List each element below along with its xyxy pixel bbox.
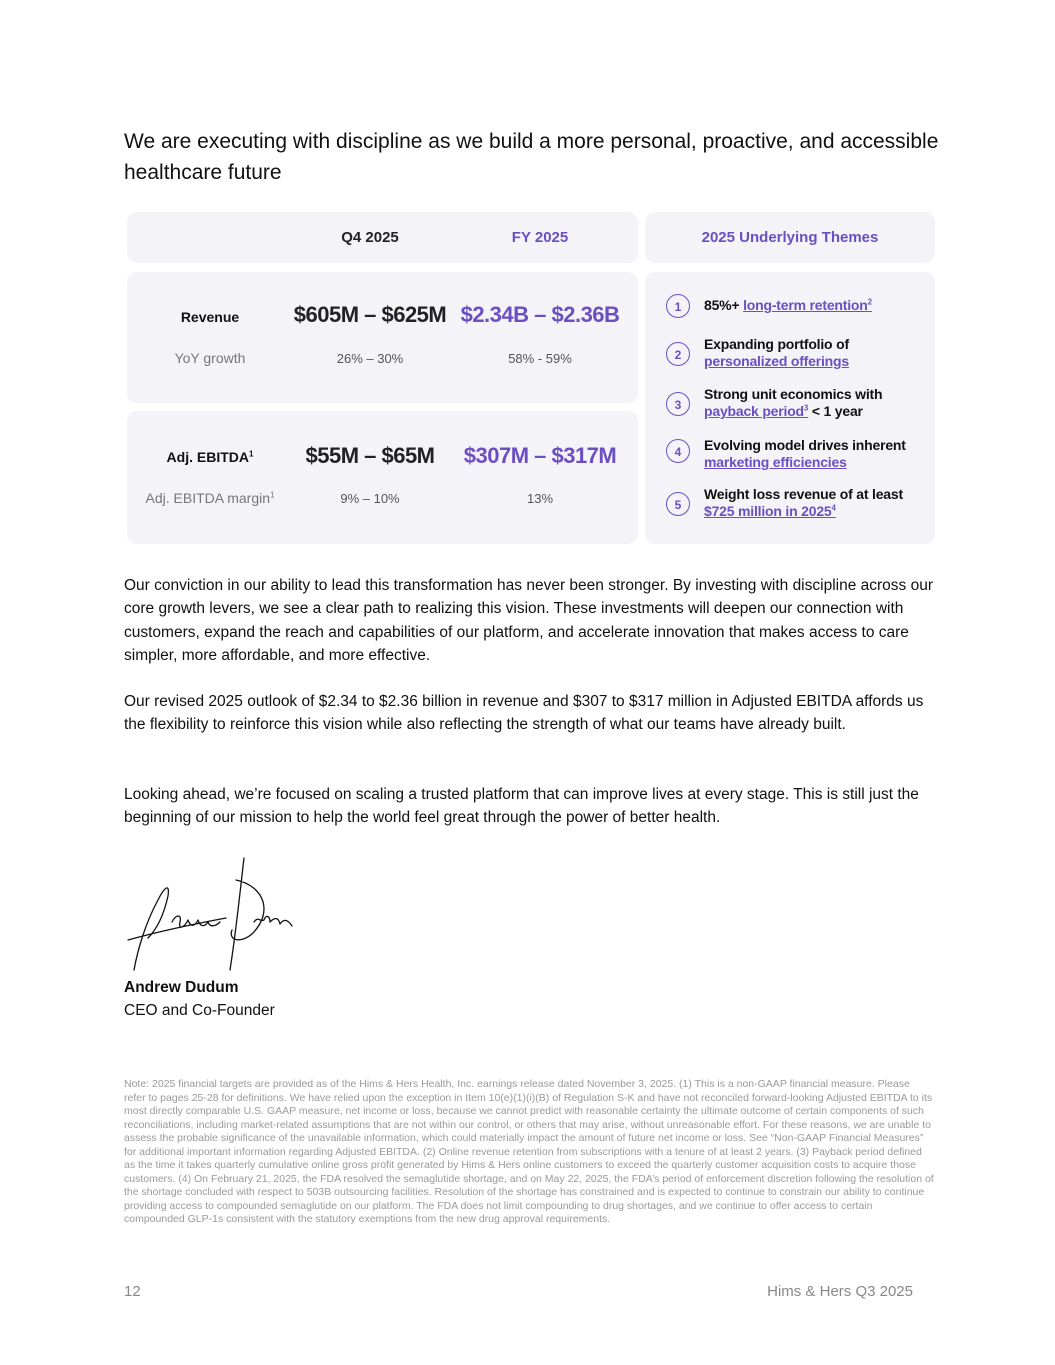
yoy-growth-q4: 26% – 30% xyxy=(336,351,404,366)
col-header-fy: FY 2025 xyxy=(511,229,569,246)
ebitda-margin-q4: 9% – 10% xyxy=(340,491,400,506)
theme-text: Evolving model drives inherent marketing efficiencies xyxy=(704,437,906,470)
themes-title: 2025 Underlying Themes xyxy=(701,229,879,246)
page-number: 12 xyxy=(124,1283,141,1300)
number-2-icon: 2 xyxy=(666,342,690,366)
document-title: Hims & Hers Q3 2025 xyxy=(767,1283,913,1300)
theme-text: 85%+ long-term retention$^2$ xyxy=(704,297,872,313)
ebitda-card xyxy=(127,411,638,544)
theme-link[interactable]: payback period$^3$ xyxy=(704,403,809,419)
theme-link[interactable]: long-term retention$^2$ xyxy=(743,297,872,313)
yoy-growth-label: YoY growth xyxy=(174,350,246,366)
number-5-icon: 5 xyxy=(666,492,690,516)
theme-text: Weight loss revenue of at least $725 million in 2025$^4$ xyxy=(704,486,903,519)
ebitda-fy-value: $307M – $317M xyxy=(463,443,617,468)
body-paragraph: Looking ahead, we’re focused on scaling a trusted platform that can improve lives at every stage. This is still just the beginning of our mission to help the world feel great through the power of better health. xyxy=(124,786,919,827)
body-paragraph: Our conviction in our ability to lead this transformation has never been stronger. By investing with discipline across our core growth levers, we see a clear path to realizing this vision. These investments will deepen our connection with customers, expand the reach and capabilities of our platform, and accelerate innovation that makes access to care simpler, more affordable, and more effective. xyxy=(124,577,933,664)
col-header-q4: Q4 2025 xyxy=(341,229,399,246)
theme-text: Strong unit economics with payback period$^3$ < 1 year xyxy=(704,386,883,419)
ebitda-margin-label: Adj. EBITDA margin$^1$ xyxy=(145,490,275,506)
revenue-card xyxy=(127,272,638,403)
revenue-q4-value: $605M – $625M xyxy=(293,302,447,327)
page-heading: We are executing with discipline as we build a more personal, proactive, and accessible healthcare future xyxy=(124,130,939,184)
theme-link[interactable]: $725 million in 2025$^4$ xyxy=(704,503,836,519)
number-1-icon: 1 xyxy=(666,294,690,318)
signer-name: Andrew Dudum xyxy=(124,979,239,996)
number-4-icon: 4 xyxy=(666,439,690,463)
yoy-growth-fy: 58% - 59% xyxy=(508,351,572,366)
body-paragraph: Our revised 2025 outlook of $2.34 to $2.36 billion in revenue and $307 to $317 million in Adjusted EBITDA affords us the flexibility to reinforce this vision while also reflecting the strength of what our teams have already built. xyxy=(124,693,924,734)
theme-text: Expanding portfolio of personalized offerings xyxy=(704,336,849,369)
theme-link[interactable]: personalized offerings xyxy=(704,353,849,369)
ebitda-q4-value: $55M – $65M xyxy=(305,443,435,468)
ebitda-margin-fy: 13% xyxy=(526,491,554,506)
revenue-fy-value: $2.34B – $2.36B xyxy=(460,302,620,327)
number-3-icon: 3 xyxy=(666,392,690,416)
ebitda-label: Adj. EBITDA$^1$ xyxy=(166,449,254,465)
revenue-label: Revenue xyxy=(180,309,240,325)
signature-image xyxy=(124,852,294,974)
footnote: Note: 2025 financial targets are provided as of the Hims & Hers Health, Inc. earnings release dated November 3, 2025. (1) This is a non-GAAP financial measure. Please refer to pages 25-28 for definitions. We have relied upon the exception in Item 10(e)(1)(i)(B) of Regulation S-K and have not reconciled forward-looking Adjusted EBITDA to its most directly comparable U.S. GAAP measure, net income or loss, because we cannot predict with reasonable certainty the ultimate outcome of certain components of such reconciliations, including market-related assumptions that are not within our control, or others that may arise, without unreasonable effort. For these reasons, we are unable to assess the probable significance of the unavailable information, which could materially impact the amount of future net income or loss. See “Non-GAAP Financial Measures” for additional important information regarding Adjusted EBITDA. (2) Online revenue retention from subscriptions with a tenure of at least 2 years. (3) Payback period defined as the time it takes quarterly cumulative online gross profit generated by Hims & Hers online customers to exceed the quarterly customer acquisition costs to acquire those customers. (4) On February 21, 2025, the FDA resolved the semaglutide shortage, and on May 22, 2025, the FDA’s period of enforcement discretion following the resolution of the shortage concluded with respect to 503B outsourcing facilities. Resolution of the shortage has constrained and is expected to continue to constrain our ability to continue providing access to compounded semaglutide on our platform. The FDA does not limit compounding to drug shortages, and we continue to offer access to certain compounded GLP-1s consistent with the statutory exemptions from the new drug approval requirements. xyxy=(124,1078,934,1225)
signer-title: CEO and Co-Founder xyxy=(124,1002,275,1019)
theme-link[interactable]: marketing efficiencies xyxy=(704,454,847,470)
